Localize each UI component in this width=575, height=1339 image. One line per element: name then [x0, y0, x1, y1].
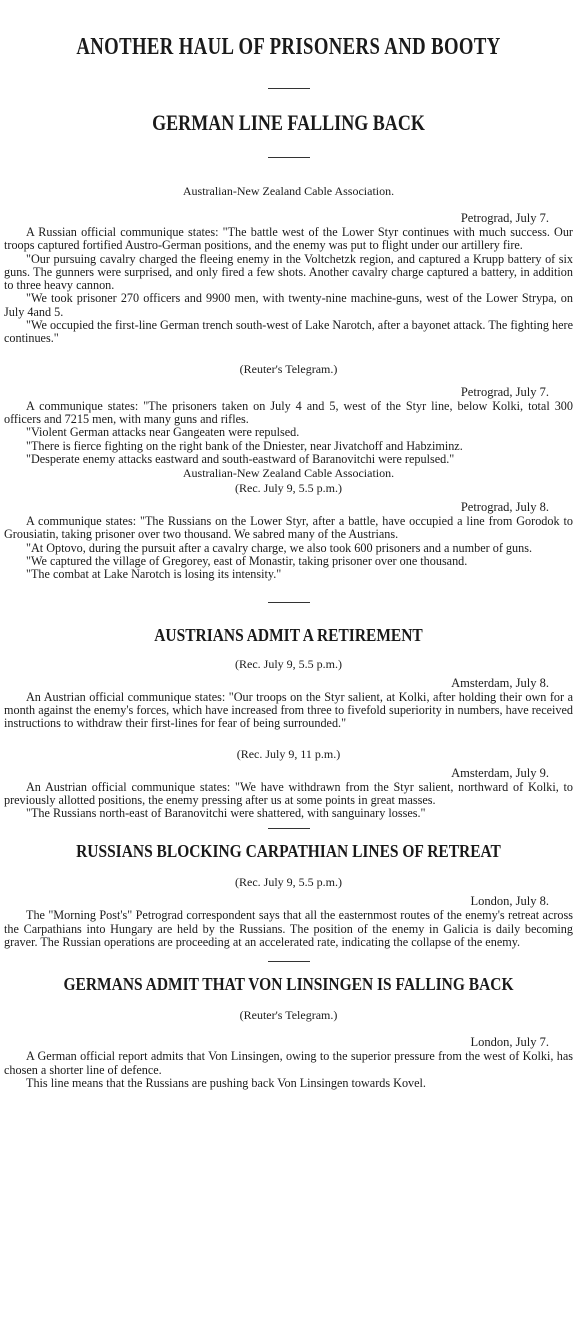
received-time: (Rec. July 9, 11 p.m.) [236, 746, 341, 761]
paragraph: A German official report admits that Von Linsingen, owing to the superior pressure from the west of Kolki, has chosen a shorter line of defence. [4, 1049, 573, 1077]
dateline: Petrograd, July 7. [460, 384, 549, 399]
paragraph: An Austrian official communique states: "We have withdrawn from the Styr salient, northward of Kolki, to previously allotted positions, the enemy pressing after us at some points in great masses. [4, 779, 573, 807]
dateline: Petrograd, July 8. [460, 500, 549, 515]
dateline: Amsterdam, July 9. [451, 765, 549, 780]
main-headline: ANOTHER HAUL OF PRISONERS AND BOOTY [76, 34, 501, 60]
received-time: (Rec. July 9, 5.5 p.m.) [235, 656, 342, 671]
source-credit: (Reuter's Telegram.) [239, 361, 338, 376]
dateline: London, July 7. [470, 1035, 549, 1050]
source-credit: Australian-New Zealand Cable Association. [182, 466, 395, 481]
paragraph: A communique states: "The Russians on the Lower Styr, after a battle, have occupied a line from Gorodok to Grousiatin, taking prisoner over two thousand. We sabred many of the Austrians. [4, 514, 573, 542]
paragraph: The "Morning Post's" Petrograd correspondent says that all the easternmost routes of the enemy's retreat across the Carpathians into Hungary are held by the Russians. The position of the enemy in Galicia is daily becoming graver. The Russian operations are proceeding at an accelerated rate, indicating the collapse of the enemy. [4, 908, 573, 950]
paragraph: A Russian official communique states: "The battle west of the Lower Styr continues with much success. Our troops captured fortified Austro-German positions, and the enemy was put to flight under our artillery fire. [4, 225, 573, 253]
section-headline: GERMANS ADMIT THAT VON LINSINGEN IS FALLING BACK [63, 974, 514, 995]
paragraph: An Austrian official communique states: "Our troops on the Styr salient, at Kolki, after holding their own for a month against the enemy's forces, which have increased from three to fivefold superiority in numbers, have received instructions to withdraw their first-lines for fear of being surrounded." [4, 689, 573, 731]
section-headline: RUSSIANS BLOCKING CARPATHIAN LINES OF RETREAT [76, 841, 501, 862]
paragraph: "Violent German attacks near Gangeaten were repulsed. [26, 425, 300, 440]
article-section-7 [4, 972, 573, 1090]
paragraph: "Desperate enemy attacks eastward and south-eastward of Baranovitchi were repulsed." [26, 451, 455, 466]
article-section-1 [4, 184, 573, 346]
section-headline: AUSTRIANS ADMIT A RETIREMENT [154, 624, 423, 645]
article-section-3 [4, 466, 573, 581]
paragraph: "The Russians north-east of Baranovitchi were shattered, with sanguinary losses." [26, 806, 426, 821]
article-section-6 [4, 839, 573, 949]
article-section-4 [4, 623, 573, 731]
paragraph: "There is fierce fighting on the right bank of the Dniester, near Jivatchoff and Habziminz. [26, 438, 463, 453]
paragraph: "We occupied the first-line German trench south-west of Lake Narotch, after a bayonet attack. The fighting here continues." [4, 318, 573, 346]
dateline: Amsterdam, July 8. [451, 675, 549, 690]
article-section-2 [4, 362, 573, 466]
paragraph: "At Optovo, during the pursuit after a cavalry charge, we also took 600 prisoners and a number of guns. [26, 540, 533, 555]
paragraph: A communique states: "The prisoners taken on July 4 and 5, west of the Styr line, below Kolki, total 300 officers and 7215 men, with many guns and rifles. [4, 398, 573, 426]
paragraph: "The combat at Lake Narotch is losing its intensity." [26, 567, 282, 582]
received-time: (Rec. July 9, 5.5 p.m.) [235, 481, 342, 496]
article-section-5 [4, 747, 573, 821]
source-credit: (Reuter's Telegram.) [239, 1008, 338, 1023]
received-time: (Rec. July 9, 5.5 p.m.) [235, 875, 342, 890]
paragraph: This line means that the Russians are pushing back Von Linsingen towards Kovel. [26, 1075, 426, 1090]
paragraph: "We captured the village of Gregorey, east of Monastir, taking prisoner over one thousand. [26, 554, 468, 569]
paragraph: "Our pursuing cavalry charged the fleeing enemy in the Voltchetzk region, and captured a Krupp battery of six guns. The gunners were surprised, and only fired a few shots. Another cavalry charge captured a battery, in addition to three heavy cannon. [4, 251, 573, 293]
dateline: London, July 8. [470, 894, 549, 909]
source-credit: Australian-New Zealand Cable Association. [182, 184, 395, 198]
dateline: Petrograd, July 7. [460, 211, 549, 225]
sub-headline: GERMAN LINE FALLING BACK [152, 110, 425, 135]
paragraph: "We took prisoner 270 officers and 9900 men, with twenty-nine machine-guns, west of the Lower Strypa, on July 4and 5. [4, 291, 573, 319]
